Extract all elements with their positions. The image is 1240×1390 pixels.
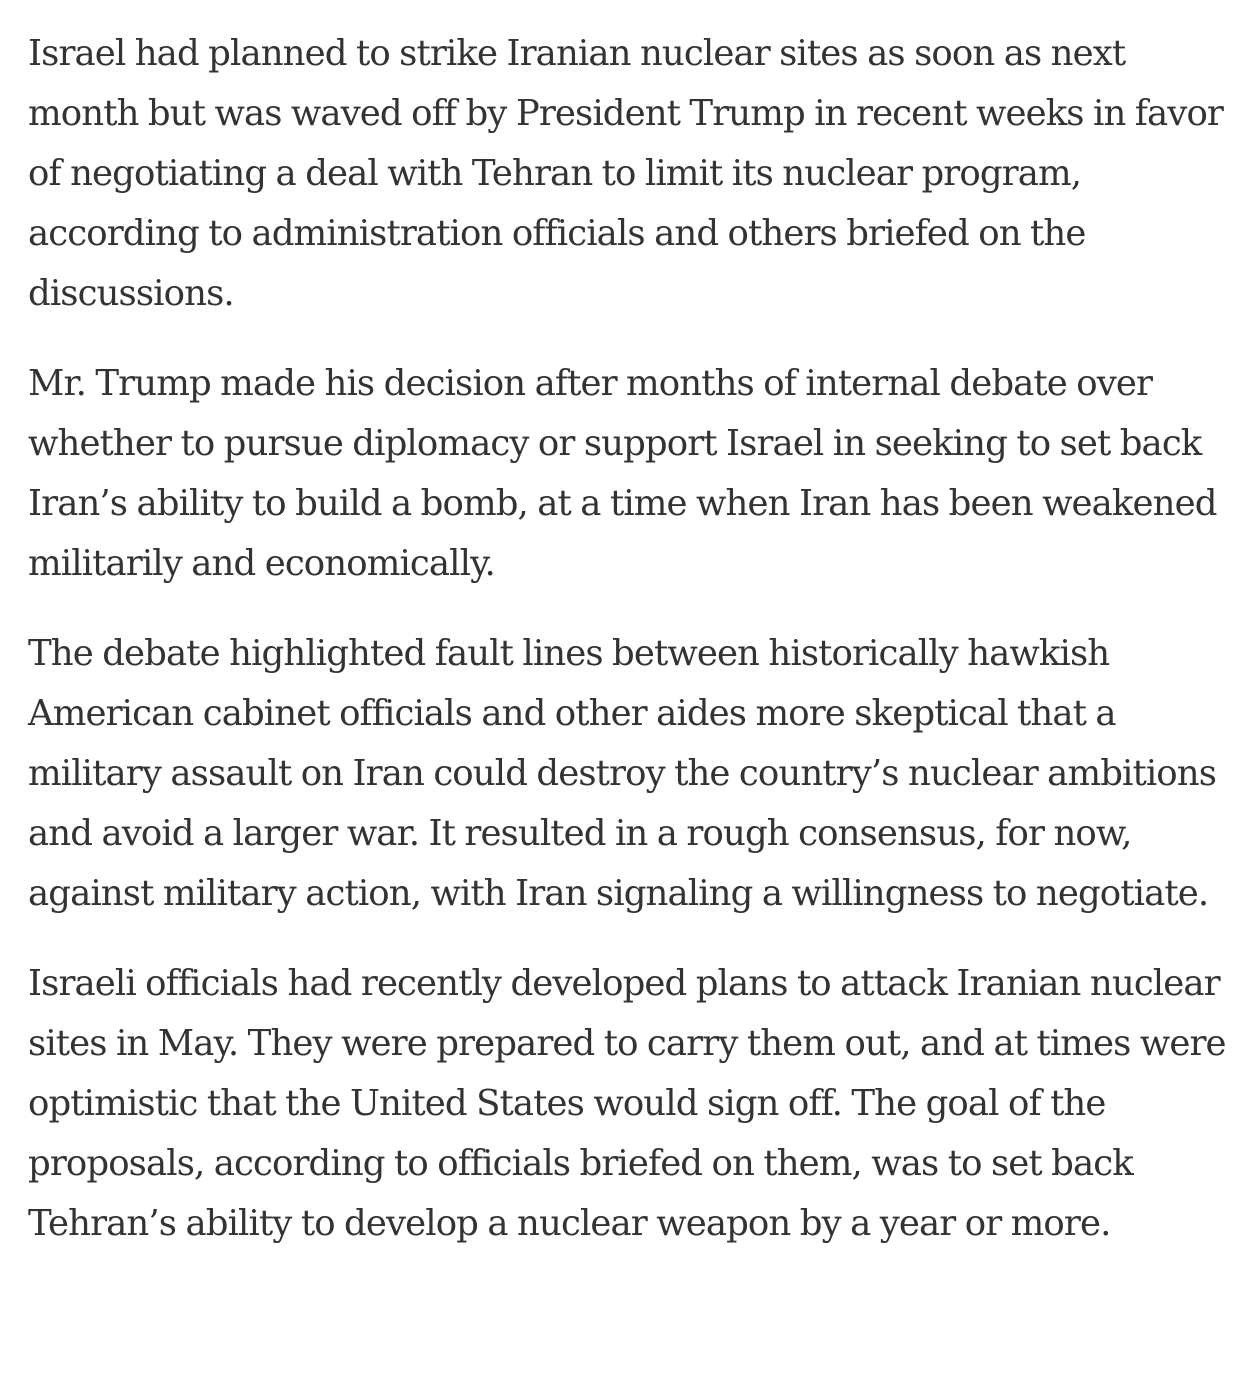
paragraph-4: Israeli officials had recently developed plans to attack Iranian nuclear sites in May. They were prepared to carry them out, and at times were optimistic that the United States would sign off. The goal of the proposals, according to officials briefed on them, was to set back Tehran’s ability to develop a nuclear weapon by a year or more. [28, 963, 1226, 1244]
paragraph-2: Mr. Trump made his decision after months of internal debate over whether to pursue diplomacy or support Israel in seeking to set back Iran’s ability to build a bomb, at a time when Iran has been weakened militarily and economically. [28, 363, 1217, 584]
paragraph-1: Israel had planned to strike Iranian nuclear sites as soon as next month but was waved off by President Trump in recent weeks in favor of negotiating a deal with Tehran to limit its nuclear program, according to administration officials and others briefed on the discussions. [28, 33, 1224, 314]
article-body [28, 24, 1228, 1284]
paragraph-3: The debate highlighted fault lines between historically hawkish American cabinet officials and other aides more skeptical that a military assault on Iran could destroy the country’s nuclear ambitions and avoid a larger war. It resulted in a rough consensus, for now, against military action, with Iran signaling a willingness to negotiate. [28, 633, 1217, 914]
